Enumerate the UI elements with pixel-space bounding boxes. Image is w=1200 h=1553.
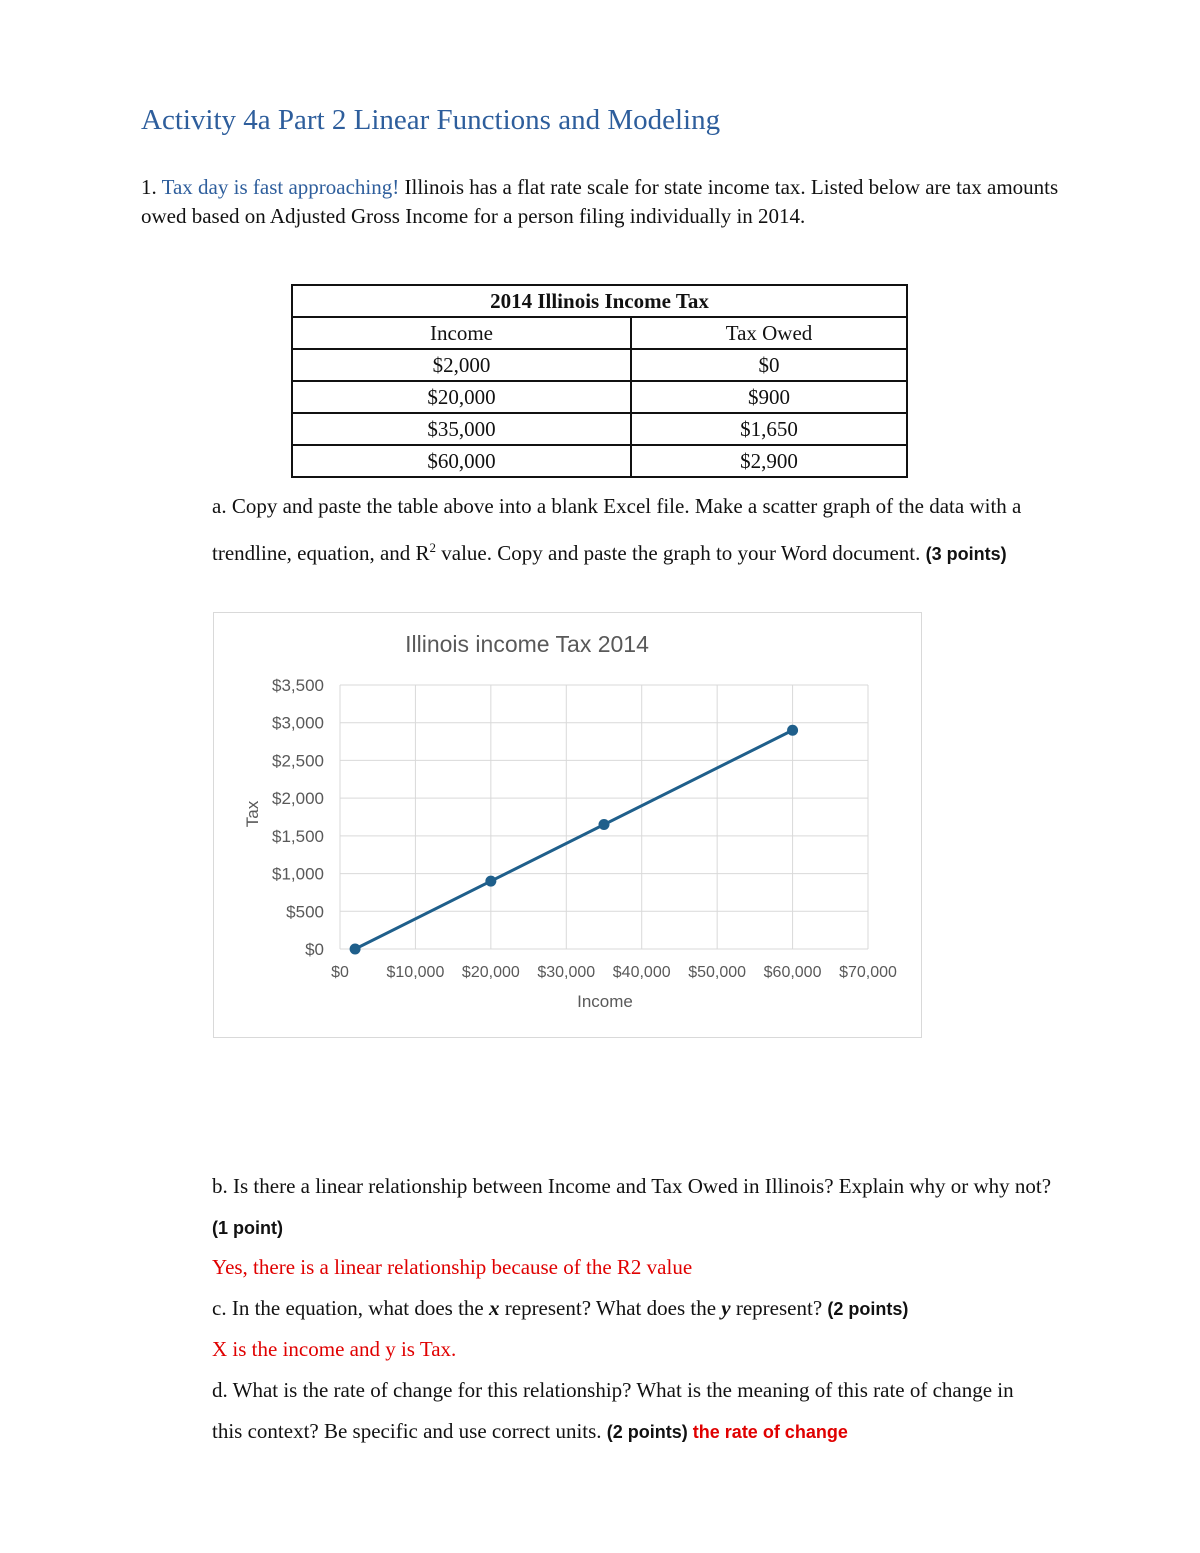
column-header-income: Income: [292, 317, 631, 349]
y-tick-label: $2,000: [272, 789, 324, 809]
y-axis-label: Tax: [243, 800, 262, 828]
part-a-points: (3 points): [925, 544, 1007, 564]
x-axis-label: Income: [577, 992, 633, 1011]
question-number: 1.: [141, 175, 162, 199]
variable-y: y: [721, 1296, 731, 1320]
data-point: [787, 725, 798, 736]
table-row: [292, 445, 907, 477]
part-b-answer: Yes, there is a linear relationship because of the R2 value: [212, 1255, 693, 1279]
superscript-2: 2: [429, 540, 437, 555]
x-tick-label: $10,000: [386, 964, 445, 981]
part-c-text-3: represent?: [730, 1296, 828, 1320]
y-tick-label: $500: [286, 902, 324, 922]
part-c-answer: X is the income and y is Tax.: [212, 1337, 457, 1361]
y-tick-label: $3,500: [272, 676, 324, 695]
part-d-points: (2 points): [606, 1422, 688, 1442]
page-title: Activity 4a Part 2 Linear Functions and Modeling: [141, 104, 721, 136]
part-b-question: [212, 1166, 1072, 1249]
question-text: Illinois has a flat rate scale for state income tax. Listed below are tax amounts owed based on Adjusted Gross Income for a person filing individually in 2014.: [141, 175, 1059, 228]
part-c-text-2: represent? What does the: [499, 1296, 722, 1320]
table-cell: $35,000: [292, 413, 631, 445]
y-tick-label: $3,000: [272, 713, 324, 733]
x-tick-label: $0: [331, 964, 349, 981]
table-cell: $1,650: [631, 413, 907, 445]
table-cell: $20,000: [292, 381, 631, 413]
table-caption-row: [292, 285, 907, 317]
question-1: [141, 173, 1061, 231]
part-d-text: d. What is the rate of change for this relationship? What is the meaning of this rate of change in this context? Be specific and use correct units.: [212, 1378, 1014, 1443]
x-axis-ticks: [331, 964, 897, 981]
x-tick-label: $70,000: [839, 964, 897, 981]
data-point: [350, 944, 361, 955]
chart-title: Illinois income Tax 2014: [405, 631, 649, 657]
trendline: [355, 730, 792, 949]
chart-series: [350, 725, 798, 955]
table-cell: $0: [631, 349, 907, 381]
part-d-text-wrap: [212, 1370, 1042, 1453]
part-d-question: [212, 1370, 1072, 1453]
part-b-text: b. Is there a linear relationship between Income and Tax Owed in Illinois? Explain why or why not?: [212, 1174, 1052, 1198]
part-a-text-cont: value. Copy and paste the graph to your Word document.: [436, 541, 926, 565]
table-caption: 2014 Illinois Income Tax: [292, 285, 907, 317]
part-c-text: c. In the equation, what does the: [212, 1296, 489, 1320]
chart-gridlines: [340, 685, 868, 949]
x-tick-label: $60,000: [763, 964, 822, 981]
table-cell: $2,000: [292, 349, 631, 381]
data-point: [599, 819, 610, 830]
y-axis-ticks: [272, 676, 324, 959]
y-tick-label: $2,500: [272, 751, 324, 771]
table-cell: $900: [631, 381, 907, 413]
x-tick-label: $40,000: [612, 964, 671, 981]
income-tax-table: [291, 284, 908, 478]
part-a-question: [212, 486, 1042, 575]
variable-x: x: [489, 1296, 500, 1320]
column-header-tax-owed: Tax Owed: [631, 317, 907, 349]
y-tick-label: $1,000: [272, 864, 324, 884]
table-row: [292, 381, 907, 413]
part-c-question: [212, 1288, 1072, 1330]
part-b-points: (1 point): [212, 1218, 283, 1238]
scatter-chart: [214, 613, 921, 1037]
question-lead: Tax day is fast approaching!: [161, 175, 400, 199]
part-c-points: (2 points): [827, 1299, 909, 1319]
part-a-text: a. Copy and paste the table above into a blank Excel file. Make a scatter graph of the data with a trendline, equation, and R: [212, 494, 1022, 565]
table-cell: $2,900: [631, 445, 907, 477]
table-row: [292, 413, 907, 445]
data-point: [485, 876, 496, 887]
y-tick-label: $0: [305, 940, 324, 959]
table-header-row: [292, 317, 907, 349]
part-d-answer: the rate of change: [687, 1422, 848, 1442]
part-b-text-wrap: [212, 1166, 1052, 1249]
chart-container: [213, 612, 922, 1038]
x-tick-label: $20,000: [461, 964, 520, 981]
x-tick-label: $50,000: [688, 964, 747, 981]
table-cell: $60,000: [292, 445, 631, 477]
y-tick-label: $1,500: [272, 826, 324, 846]
table-row: [292, 349, 907, 381]
x-tick-label: $30,000: [537, 964, 596, 981]
